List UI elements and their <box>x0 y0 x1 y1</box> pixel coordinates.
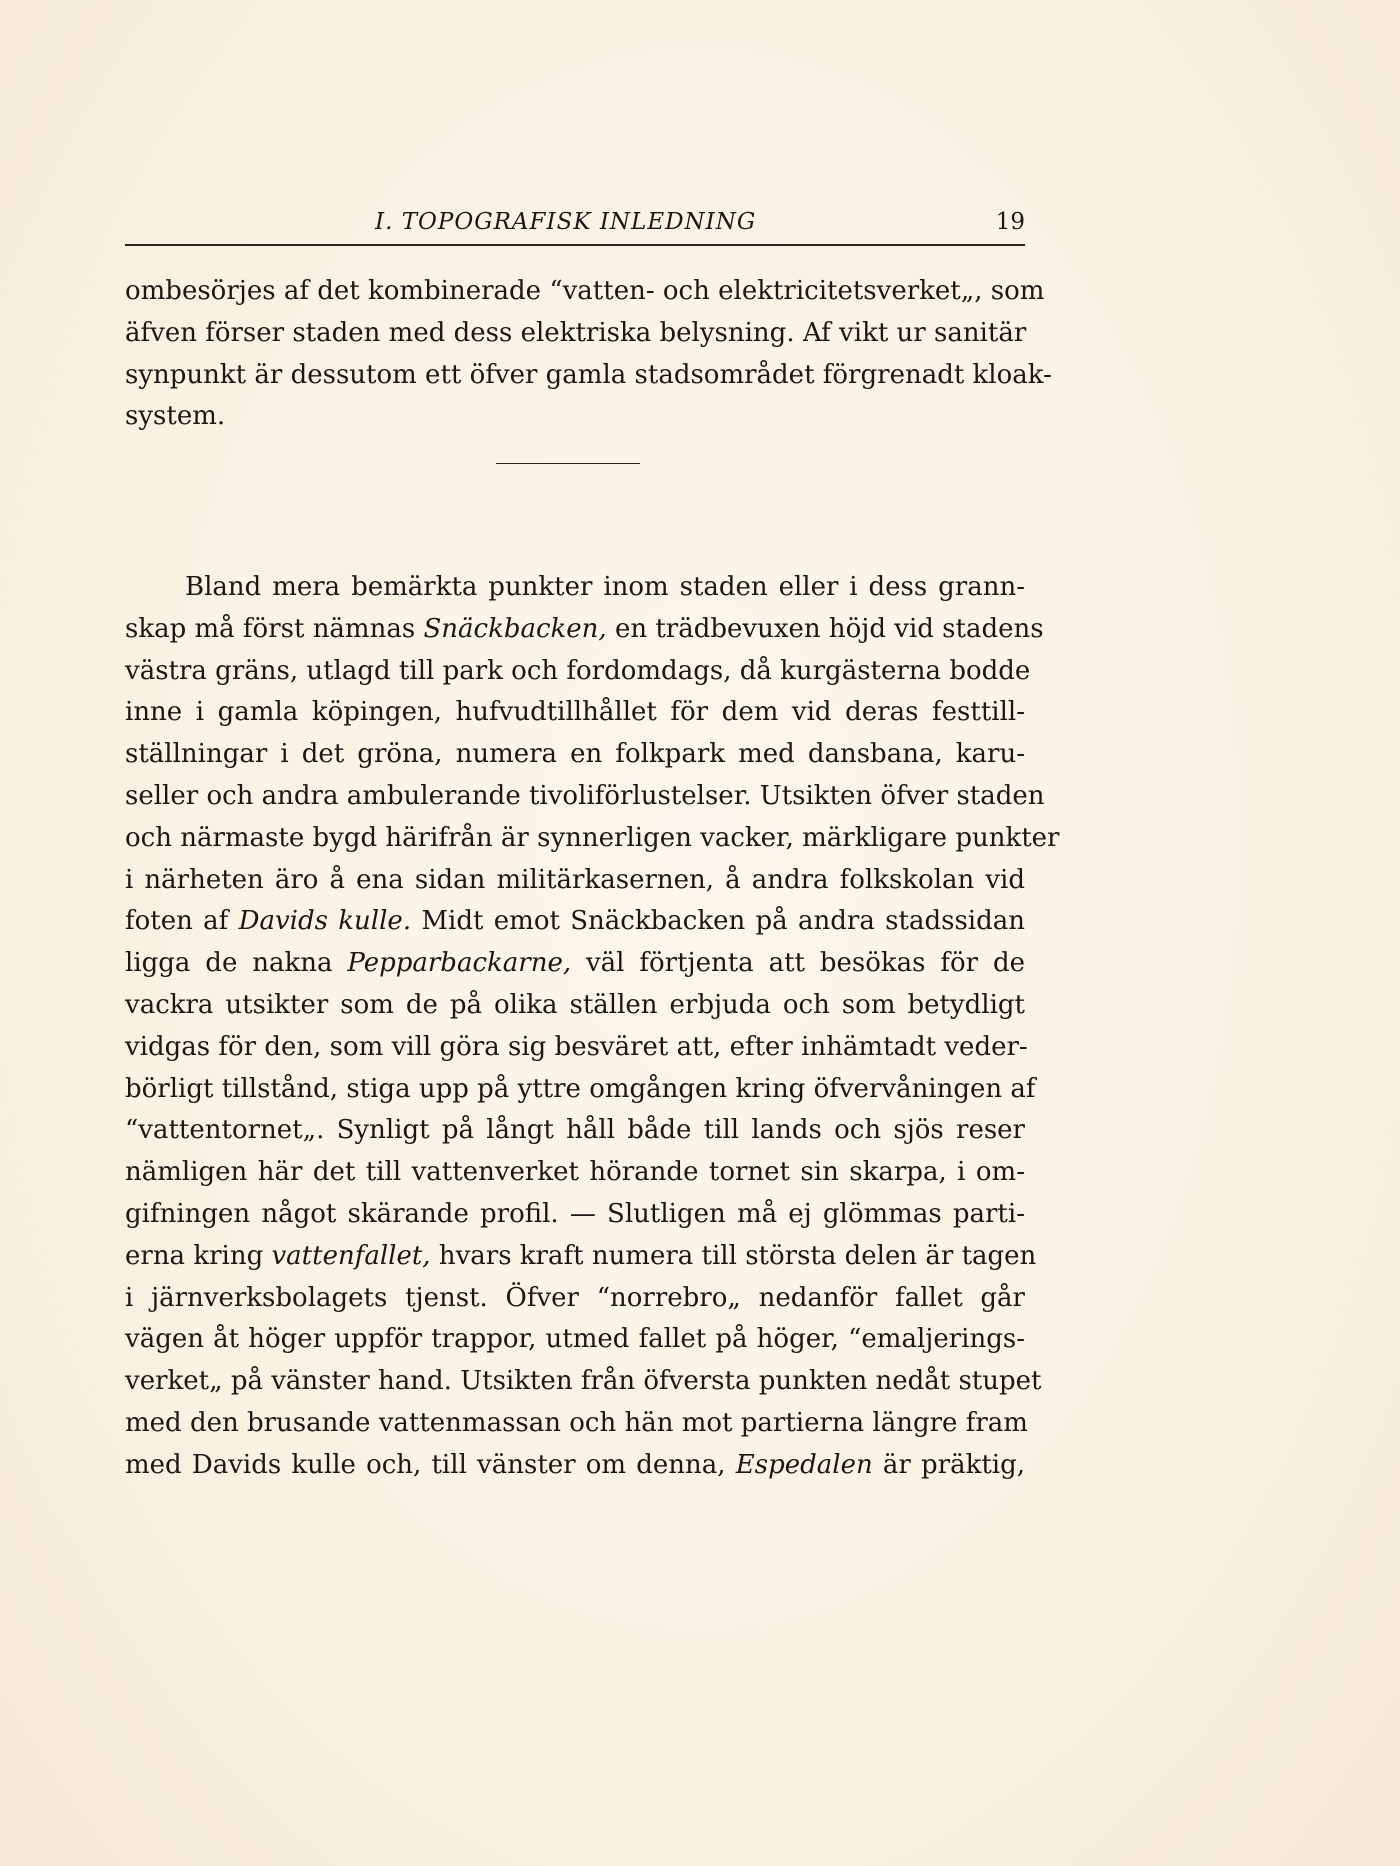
text-line <box>125 943 1025 985</box>
text-line: ombesörjes af det kombinerade “vatten- och elektricitetsverket„, som <box>125 276 1045 306</box>
italic-place-name: Pepparbackarne, <box>347 948 572 979</box>
text-line: i järnverksbolagets tjenst. Öfver “norrebro„ nedanför fallet går <box>125 1282 1025 1313</box>
text-line: vägen åt höger uppför trappor, utmed fallet på höger, “emaljerings- <box>125 1324 1025 1355</box>
text-line: börligt tillstånd, stiga upp på yttre omgången kring öfvervåningen af <box>125 1073 1036 1104</box>
text-run: Midt emot Snäckbacken på andra stadssidan <box>411 906 1025 937</box>
text-line: inne i gamla köpingen, hufvudtillhållet för dem vid deras festtill- <box>125 697 1025 728</box>
text-run: hvars kraft numera till största delen är tagen <box>430 1240 1037 1271</box>
page-number: 19 <box>995 209 1025 235</box>
italic-place-name: Davids kulle. <box>238 906 412 937</box>
text-run: foten af <box>125 906 239 937</box>
text-run: en trädbevuxen höjd vid stadens <box>606 613 1044 644</box>
italic-place-name: vattenfallet, <box>271 1240 431 1271</box>
text-line: Bland mera bemärkta punkter inom staden eller i dess grann- <box>185 572 1025 602</box>
running-header <box>125 204 1025 240</box>
header-rule <box>125 244 1025 246</box>
text-line: “vattentornet„. Synligt på långt håll både till lands och sjös reser <box>125 1115 1025 1146</box>
text-line: system. <box>125 401 226 432</box>
text-line <box>125 609 1044 651</box>
section-divider <box>496 463 640 464</box>
text-run: ligga de nakna <box>125 948 348 979</box>
text-line: ställningar i det gröna, numera en folkpark med dansbana, karu- <box>125 739 1025 770</box>
text-line: västra gräns, utlagd till park och fordomdags, då kurgästerna bodde <box>125 655 1031 686</box>
text-line: synpunkt är dessutom ett öfver gamla stadsområdet förgrenadt kloak- <box>125 359 1052 390</box>
text-line: vackra utsikter som de på olika ställen erbjuda och som betydligt <box>125 989 1025 1020</box>
chapter-title: I. TOPOGRAFISK INLEDNING <box>375 209 757 235</box>
text-run: väl förtjenta att besökas för de <box>571 948 1025 979</box>
paragraph-1 <box>125 271 1052 438</box>
text-line: äfven förser staden med dess elektriska belysning. Af vikt ur sanitär <box>125 317 1027 348</box>
text-run: skap må först nämnas <box>125 613 424 644</box>
text-line: vidgas för den, som vill göra sig besväret att, efter inhämtadt veder- <box>125 1031 1028 1062</box>
italic-place-name: Snäckbacken, <box>423 613 607 644</box>
text-line: nämligen här det till vattenverket hörande tornet sin skarpa, i om- <box>125 1157 1025 1188</box>
paragraph-2 <box>125 567 1060 1487</box>
text-line <box>125 1445 1025 1487</box>
text-run: med Davids kulle och, till vänster om denna, <box>125 1449 736 1480</box>
text-line: gifningen något skärande profil. — Slutligen må ej glömmas parti- <box>125 1198 1025 1229</box>
text-run: är präktig, <box>872 1449 1025 1480</box>
italic-place-name: Espedalen <box>735 1449 873 1480</box>
text-line <box>125 901 1025 943</box>
text-line: verket„ på vänster hand. Utsikten från öfversta punkten nedåt stupet <box>125 1366 1042 1397</box>
text-line: med den brusande vattenmassan och hän mot partierna längre fram <box>125 1407 1028 1438</box>
text-line <box>125 1236 1037 1278</box>
text-line: i närheten äro å ena sidan militärkasernen, å andra folkskolan vid <box>125 864 1025 895</box>
text-line: och närmaste bygd härifrån är synnerligen vacker, märkligare punkter <box>125 822 1060 853</box>
text-run: erna kring <box>125 1240 272 1271</box>
text-line: seller och andra ambulerande tivoliförlustelser. Utsikten öfver staden <box>125 780 1045 811</box>
